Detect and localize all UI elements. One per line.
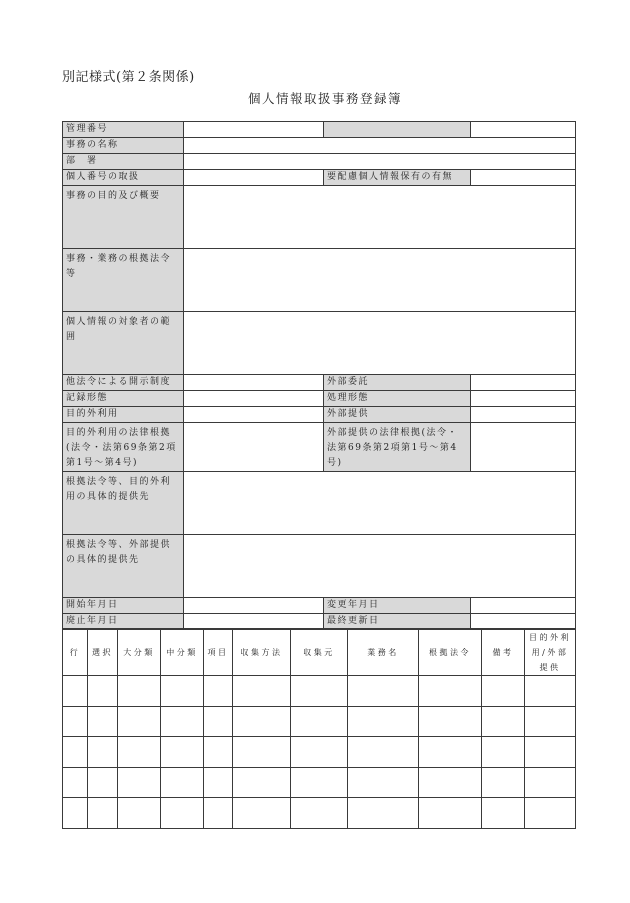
legal-basis-value bbox=[184, 249, 576, 312]
subject-scope-label: 個人情報の対象者の範囲 bbox=[63, 312, 184, 375]
header-legal-basis: 根拠法令 bbox=[419, 629, 482, 676]
row-legal-basis bbox=[63, 249, 576, 312]
office-name-label: 事務の名称 bbox=[63, 138, 184, 154]
outsourcing-label: 外部委託 bbox=[324, 375, 471, 391]
list-header-row bbox=[63, 629, 576, 676]
register-table bbox=[62, 121, 576, 630]
external-provision-basis-value bbox=[471, 423, 576, 472]
other-law-disclosure-value bbox=[184, 375, 324, 391]
header-remarks: 備考 bbox=[482, 629, 525, 676]
external-provision-value bbox=[471, 407, 576, 423]
header-row-number: 行 bbox=[63, 629, 88, 676]
start-date-label: 開始年月日 bbox=[63, 598, 184, 614]
last-updated-label: 最終更新日 bbox=[324, 614, 471, 630]
purpose-overview-value bbox=[184, 186, 576, 249]
record-format-label: 記録形態 bbox=[63, 391, 184, 407]
row-office-name bbox=[63, 138, 576, 154]
abolition-date-label: 廃止年月日 bbox=[63, 614, 184, 630]
purpose-overview-label: 事務の目的及び概要 bbox=[63, 186, 184, 249]
table-row bbox=[63, 737, 576, 768]
management-number-value bbox=[184, 122, 324, 138]
department-value bbox=[184, 154, 576, 170]
header-use-provision: 目的外利用/外部提供 bbox=[525, 629, 576, 676]
row-individual-number bbox=[63, 170, 576, 186]
legal-basis-label: 事務・業務の根拠法令等 bbox=[63, 249, 184, 312]
subject-scope-value bbox=[184, 312, 576, 375]
row-subject-scope bbox=[63, 312, 576, 375]
row-department bbox=[63, 154, 576, 170]
external-provision-basis-label: 外部提供の法律根拠(法令・法第69条第2項第1号～第4号) bbox=[324, 423, 471, 472]
processing-format-label: 処理形態 bbox=[324, 391, 471, 407]
other-law-disclosure-label: 他法令による開示制度 bbox=[63, 375, 184, 391]
non-purpose-use-basis-label: 目的外利用の法律根拠(法令・法第69条第2項第1号～第4号) bbox=[63, 423, 184, 472]
header-select: 選択 bbox=[88, 629, 118, 676]
table-row bbox=[63, 706, 576, 737]
external-provision-label: 外部提供 bbox=[324, 407, 471, 423]
row-purpose-overview bbox=[63, 186, 576, 249]
row-disclosure-outsourcing bbox=[63, 375, 576, 391]
row-start-change-dates bbox=[63, 598, 576, 614]
header-collection-method: 収集方法 bbox=[233, 629, 291, 676]
change-date-value bbox=[471, 598, 576, 614]
start-date-value bbox=[184, 598, 324, 614]
department-label: 部 署 bbox=[63, 154, 184, 170]
row-external-recipients bbox=[63, 535, 576, 598]
table-row bbox=[63, 767, 576, 798]
non-purpose-use-value bbox=[184, 407, 324, 423]
special-care-info-value bbox=[471, 170, 576, 186]
processing-format-value bbox=[471, 391, 576, 407]
document-title: 個人情報取扱事務登録簿 bbox=[247, 91, 402, 106]
management-number-aux-label bbox=[324, 122, 471, 138]
external-provision-recipients-label: 根拠法令等、外部提供の具体的提供先 bbox=[63, 535, 184, 598]
row-use-provision bbox=[63, 407, 576, 423]
header-item: 項目 bbox=[204, 629, 233, 676]
special-care-info-label: 要配慮個人情報保有の有無 bbox=[324, 170, 471, 186]
non-purpose-use-recipients-label: 根拠法令等、目的外利用の具体的提供先 bbox=[63, 472, 184, 535]
header-middle-category: 中分類 bbox=[161, 629, 204, 676]
row-non-purpose-recipients bbox=[63, 472, 576, 535]
item-list-table bbox=[62, 628, 576, 829]
header-business-name: 業務名 bbox=[348, 629, 419, 676]
record-format-value bbox=[184, 391, 324, 407]
header-major-category: 大分類 bbox=[118, 629, 161, 676]
change-date-label: 変更年月日 bbox=[324, 598, 471, 614]
row-management-number bbox=[63, 122, 576, 138]
row-legal-grounds bbox=[63, 423, 576, 472]
management-number-aux-value bbox=[471, 122, 576, 138]
office-name-value bbox=[184, 138, 576, 154]
non-purpose-use-recipients-value bbox=[184, 472, 576, 535]
form-reference: 別記様式(第２条関係) bbox=[62, 70, 195, 85]
header-collection-source: 収集元 bbox=[291, 629, 348, 676]
outsourcing-value bbox=[471, 375, 576, 391]
individual-number-label: 個人番号の取扱 bbox=[63, 170, 184, 186]
non-purpose-use-basis-value bbox=[184, 423, 324, 472]
row-record-processing bbox=[63, 391, 576, 407]
external-provision-recipients-value bbox=[184, 535, 576, 598]
non-purpose-use-label: 目的外利用 bbox=[63, 407, 184, 423]
table-row bbox=[63, 676, 576, 707]
individual-number-value bbox=[184, 170, 324, 186]
table-row bbox=[63, 798, 576, 829]
management-number-label: 管理番号 bbox=[63, 122, 184, 138]
